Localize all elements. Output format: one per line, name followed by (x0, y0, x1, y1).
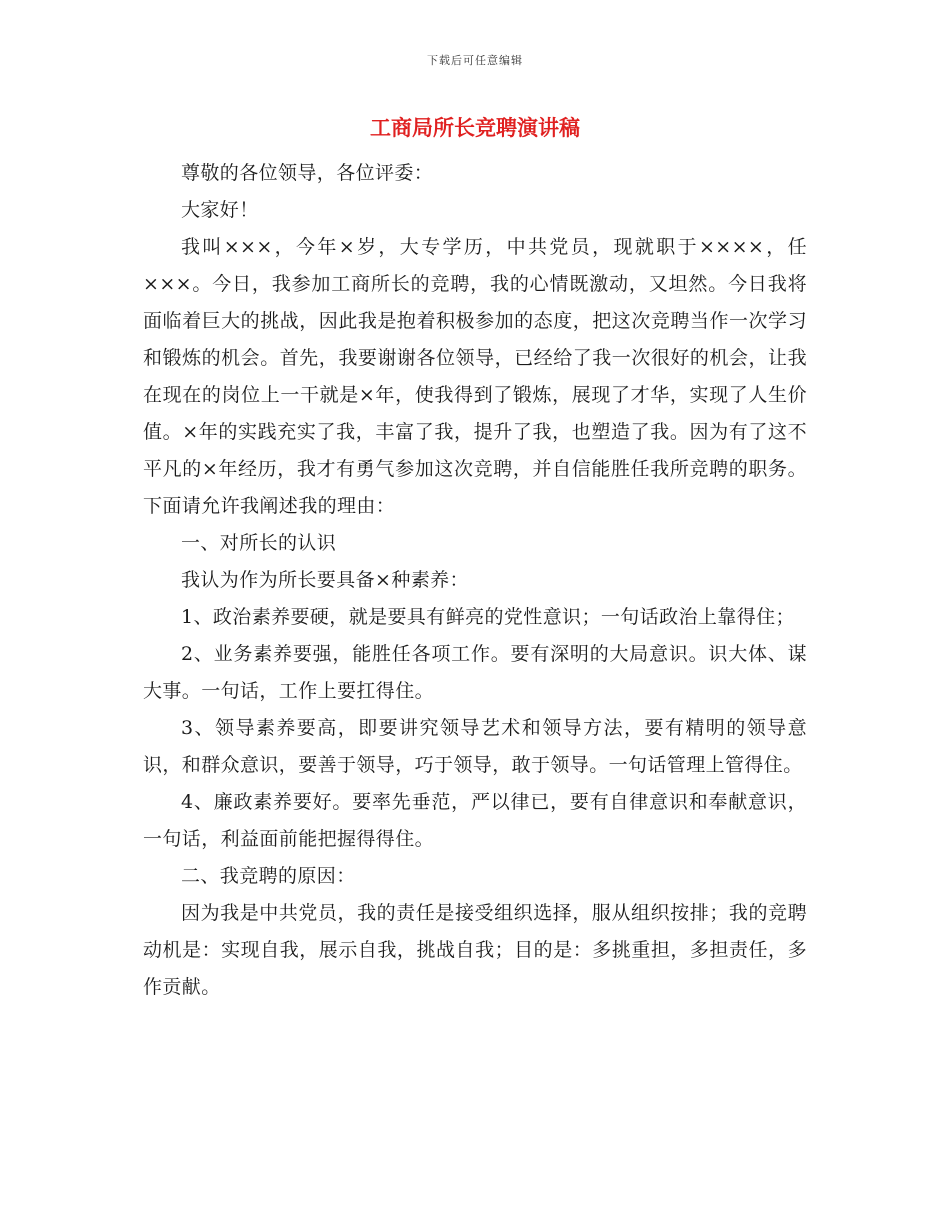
document-title: 工商局所长竞聘演讲稿 (370, 116, 580, 140)
qualities-intro-paragraph: 我认为作为所长要具备×种素养： (181, 569, 469, 591)
quality-item-political: 1、政治素养要硬，就是要具有鲜亮的党性意识；一句话政治上靠得住； (181, 606, 795, 628)
introduction-paragraph: 我叫×××，今年×岁，大专学历，中共党员，现就职于××××，任×××。今日，我参加工商所长的竞聘，我的心情既激动，又坦然。今日我将面临着巨大的挑战，因此我是抱着积极参加的态度，把这次竞聘当作一次学习和锻炼的机会。首先，我要谢谢各位领导，已经给了我一次很好的机会，让我在现在的岗位上一干就是×年，使我得到了锻炼，展现了才华，实现了人生价值。×年的实践充实了我，丰富了我，提升了我，也塑造了我。因为有了这不平凡的×年经历，我才有勇气参加这次竞聘，并自信能胜任我所竞聘的职务。下面请允许我阐述我的理由： (143, 236, 807, 517)
section-heading-reasons: 二、我竞聘的原因： (181, 865, 356, 887)
page-header-note: 下载后可任意编辑 (427, 54, 523, 67)
greeting-paragraph: 大家好！ (181, 199, 259, 221)
salutation-paragraph: 尊敬的各位领导，各位评委： (181, 162, 434, 184)
quality-item-professional: 2、业务素养要强，能胜任各项工作。要有深明的大局意识。识大体、谋大事。一句话，工作上要扛得住。 (143, 643, 807, 702)
section-heading-understanding: 一、对所长的认识 (181, 532, 337, 554)
reasons-paragraph: 因为我是中共党员，我的责任是接受组织选择，服从组织按排；我的竞聘动机是：实现自我，展示自我，挑战自我；目的是：多挑重担，多担责任，多作贡献。 (143, 902, 807, 998)
quality-item-integrity: 4、廉政素养要好。要率先垂范，严以律已，要有自律意识和奉献意识，一句话，利益面前能把握得得住。 (143, 791, 807, 850)
quality-item-leadership: 3、领导素养要高，即要讲究领导艺术和领导方法，要有精明的领导意识，和群众意识，要善于领导，巧于领导，敢于领导。一句话管理上管得住。 (143, 717, 807, 776)
document-body (143, 155, 807, 1006)
